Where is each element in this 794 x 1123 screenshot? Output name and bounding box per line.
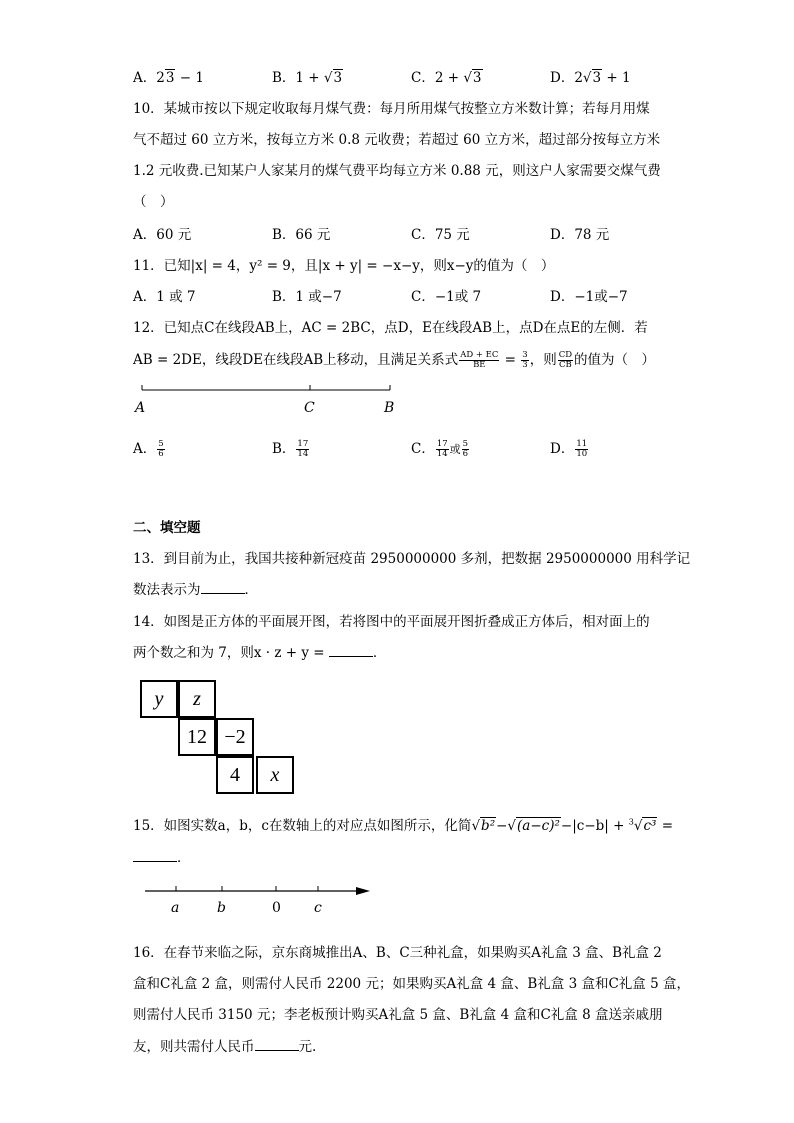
- section-title-fill-in: 二、填空题: [133, 520, 201, 536]
- q11-option-b: B．1 或−7: [272, 289, 342, 305]
- axis-label-zero: 0: [272, 900, 281, 916]
- q11-text: 11．已知|x| = 4，y² = 9，且|x + y| = −x−y，则x−y的值为（ ）: [133, 258, 555, 274]
- q9-option-c: C．2 + √3: [411, 70, 482, 86]
- segment-label-b: B: [384, 400, 395, 416]
- q12-option-d: D． $\frac{11}{10}$: [550, 439, 588, 459]
- q11-option-c: C．−1或 7: [411, 289, 482, 305]
- q16-answer-blank[interactable]: [255, 1038, 299, 1051]
- q15-answer-blank[interactable]: [133, 849, 177, 862]
- axis-label-c: c: [314, 900, 322, 916]
- axis-label-a: a: [171, 900, 180, 916]
- axis-label-b: b: [217, 900, 226, 916]
- q10-option-d: D．78 元: [550, 227, 610, 243]
- q12-segment-figure: [130, 382, 410, 394]
- q16-line-2: 盒和C礼盒 2 盒，则需付人民币 2200 元；如果购买A礼盒 4 盒、B礼盒 3 盒和C礼盒 5 盒，: [133, 976, 690, 992]
- q15-line-1: 15．如图实数a，b，c在数轴上的对应点如图所示，化简√b²−√(a−c)²−|c−b| + $^3$√c³ =: [133, 817, 674, 834]
- q10-line-1: 10．某城市按以下规定收取每月煤气费：每月所用煤气按整立方米数计算；若每月用煤: [133, 101, 650, 117]
- q10-option-b: B．66 元: [272, 227, 331, 243]
- q14-answer-blank[interactable]: [329, 644, 373, 657]
- q12-fraction-3: $\frac{CD}{CB}$: [558, 350, 573, 370]
- q10-option-a: A．60 元: [133, 227, 192, 243]
- q13-line-1: 13．到目前为止，我国共接种新冠疫苗 2950000000 多剂，把数据 2950000000 用科学记: [133, 551, 691, 567]
- q9-option-b: B．1 + √3: [272, 70, 343, 86]
- q16-line-3: 则需付人民币 3150 元；李老板预计购买A礼盒 5 盒、B礼盒 4 盒和C礼盒 8 盒送亲戚朋: [133, 1007, 663, 1023]
- q10-line-2: 气不超过 60 立方米，按每立方米 0.8 元收费；若超过 60 立方米，超过部分按每立方米: [133, 132, 661, 148]
- q16-line-1: 16．在春节来临之际，京东商城推出A、B、C三种礼盒，如果购买A礼盒 3 盒、B礼盒 2: [133, 945, 662, 961]
- q11-option-a: A．1 或 7: [133, 289, 196, 305]
- q9-option-a: A．23 − 1: [133, 70, 204, 86]
- q13-answer-blank[interactable]: [201, 581, 245, 594]
- q12-fraction-1: $\frac{AD + EC}{BE}$: [460, 350, 499, 370]
- q11-option-d: D．−1或−7: [550, 289, 628, 305]
- segment-label-c: C: [304, 400, 315, 416]
- net-cell-neg2: −2: [216, 718, 254, 756]
- q14-line-2: 两个数之和为 7，则x · z + y = ．: [133, 645, 387, 661]
- q12-option-a: A． $\frac{5}{6}$: [133, 439, 164, 459]
- net-cell-4: 4: [216, 756, 254, 794]
- q12-option-c: C． $\frac{17}{14}$ 或 $\frac{5}{6}$: [411, 439, 469, 459]
- q12-line-2-pre: AB = 2DE，线段DE在线段AB上移动，且满足关系式: [133, 352, 459, 368]
- q10-option-c: C．75 元: [411, 227, 470, 243]
- q12-fraction-2: $\frac{3}{3}$: [522, 350, 528, 370]
- q16-line-4: 友，则共需付人民币 元.: [133, 1039, 317, 1055]
- q15-number-line: [140, 883, 380, 899]
- net-cell-z: z: [178, 680, 216, 718]
- axis-arrow: [356, 887, 370, 895]
- segment-label-a: A: [135, 400, 146, 416]
- q9-option-d: D．2√3 + 1: [550, 70, 631, 86]
- q12-line-2: AB = 2DE，线段DE在线段AB上移动，且满足关系式 $\frac{AD + EC}{BE}$ = $\frac{3}{3}$ ，则 $\frac{CD}{CB}$ 的值为（ ）: [133, 350, 656, 370]
- q15-line-2: ．: [133, 846, 191, 866]
- q12-option-b: B． $\frac{17}{14}$: [272, 439, 309, 459]
- net-cell-x: x: [256, 756, 294, 794]
- net-cell-12: 12: [178, 718, 216, 756]
- q10-line-4: （ ）: [133, 194, 174, 210]
- q10-line-3: 1.2 元收费.已知某户人家某月的煤气费平均每立方米 0.88 元，则这户人家需要交煤气费: [133, 163, 661, 179]
- net-cell-y: y: [140, 680, 178, 718]
- q14-line-1: 14．如图是正方体的平面展开图，若将图中的平面展开图折叠成正方体后，相对面上的: [133, 614, 650, 630]
- q12-line-1: 12．已知点C在线段AB上，AC = 2BC，点D，E在线段AB上，点D在点E的左侧．若: [133, 320, 648, 336]
- q13-line-2: 数法表示为 ．: [133, 582, 258, 598]
